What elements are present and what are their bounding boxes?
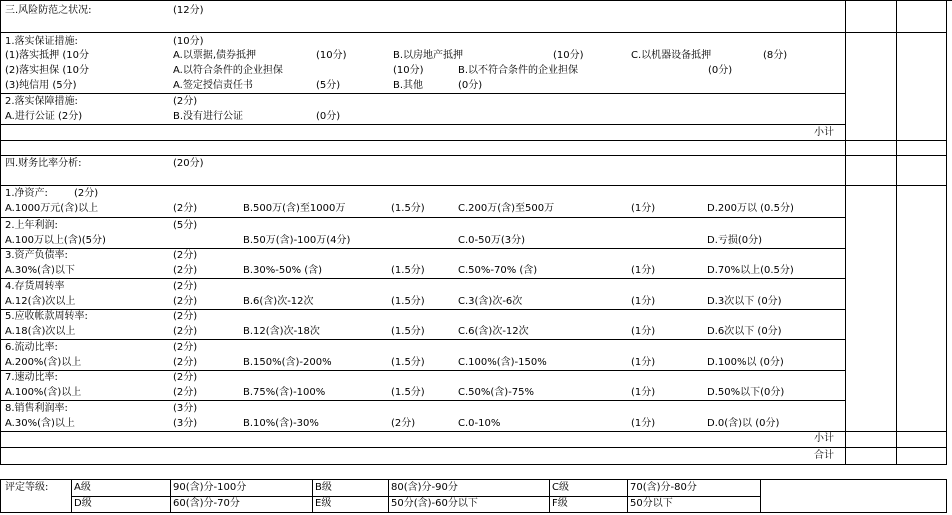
ratio-cell: (1分)	[631, 357, 656, 368]
rule	[170, 479, 171, 513]
cell: B.没有进行公证	[173, 111, 244, 122]
rule	[0, 278, 846, 279]
cell: A.以符合条件的企业担保	[173, 65, 283, 76]
rule	[0, 431, 946, 432]
ratio-cell: (1分)	[631, 326, 656, 337]
cell: (10分)	[553, 50, 584, 61]
rule	[312, 479, 313, 513]
ratio-cell: B.30%-50% (含)	[243, 265, 323, 276]
ratio-cell: D.亏损(0分)	[707, 235, 763, 246]
ratio-cell: (1分)	[631, 418, 656, 429]
ratio-cell: (1.5分)	[391, 326, 425, 337]
rule	[0, 370, 846, 371]
ratio-cell: (2分)	[173, 357, 198, 368]
rule	[0, 124, 846, 125]
rule	[845, 0, 846, 465]
cell: (5分)	[316, 80, 341, 91]
grade-range: 90(含)分-100分	[173, 482, 247, 493]
cell: (2)落实担保 (10分	[5, 65, 89, 76]
rule	[0, 217, 846, 218]
cell: (0分)	[316, 111, 341, 122]
ratio-cell: C.200万(含)至500万	[458, 203, 555, 214]
ratio-cell: (2分)	[391, 418, 416, 429]
rule	[549, 479, 550, 513]
section4-title: 四.财务比率分析:	[5, 158, 82, 169]
total-label: 合计	[814, 450, 834, 461]
ratio-cell: (2分)	[173, 265, 198, 276]
ratio-cell: B.150%(含)-200%	[243, 357, 332, 368]
grade-range: 50分(含)-60分以下	[391, 498, 478, 509]
ratio-cell: A.12(含)次以上	[5, 296, 76, 307]
rule	[760, 479, 761, 513]
ratio-cell: A.100%(含)以上	[5, 387, 82, 398]
ratio-cell: B.12(含)次-18次	[243, 326, 320, 337]
ratio-cell: B.50万(含)-100万(4分)	[243, 235, 351, 246]
ratio-cell: B.10%(含)-30%	[243, 418, 319, 429]
ratio-cell: (1分)	[631, 265, 656, 276]
rule	[0, 248, 846, 249]
cell: A.签定授信责任书	[173, 80, 253, 91]
ratio-cell: D.70%以上(0.5分)	[707, 265, 794, 276]
rule	[0, 140, 946, 141]
ratio-cell: A.30%(含)以上	[5, 418, 75, 429]
ratio-item-title: 3.资产负债率:	[5, 250, 68, 261]
rule	[0, 155, 946, 156]
grade-label: A级	[74, 482, 91, 493]
ratio-item-title: 2.上年利润:	[5, 220, 58, 231]
grade-range: 50分以下	[630, 498, 673, 509]
rule	[0, 479, 1, 513]
ratio-item-title: 8.销售利润率:	[5, 403, 68, 414]
section3-score: (12分)	[173, 5, 204, 16]
ratio-item-title: 6.流动比率:	[5, 342, 58, 353]
ratio-cell: B.6(含)次-12次	[243, 296, 314, 307]
ratio-cell: D.3次以下 (0分)	[707, 296, 782, 307]
grade-label: E级	[315, 498, 332, 509]
ratio-cell: (1分)	[631, 296, 656, 307]
cell: (1)落实抵押 (10分	[5, 50, 89, 61]
ratio-cell: D.100%以 (0分)	[707, 357, 784, 368]
ratio-cell: C.6(含)次-12次	[458, 326, 529, 337]
grade-range: 70(含)分-80分	[630, 482, 697, 493]
cell: (10分)	[316, 50, 347, 61]
rule	[71, 496, 761, 497]
ratio-cell: C.3(含)次-6次	[458, 296, 523, 307]
ratio-cell: (1分)	[631, 387, 656, 398]
notary-title: 2.落实保障措施:	[5, 96, 78, 107]
rule	[896, 0, 897, 465]
grade-range: 60(含)分-70分	[173, 498, 240, 509]
rule	[0, 512, 946, 513]
rule	[0, 32, 946, 33]
ratio-cell: B.500万(含)至1000万	[243, 203, 346, 214]
cell: B.以不符合条件的企业担保	[458, 65, 579, 76]
ratio-cell: (1分)	[631, 203, 656, 214]
ratio-item-score: (3分)	[173, 403, 198, 414]
rule	[946, 479, 947, 513]
ratio-item-score: (2分)	[173, 372, 198, 383]
cell: (0分)	[708, 65, 733, 76]
ratio-cell: A.100万以上(含)(5分)	[5, 235, 106, 246]
cell: B.其他	[393, 80, 424, 91]
rule	[627, 479, 628, 513]
rule	[0, 447, 946, 448]
ratio-cell: C.0-50万(3分)	[458, 235, 526, 246]
ratio-cell: A.18(含)次以上	[5, 326, 76, 337]
ratio-cell: (1.5分)	[391, 357, 425, 368]
ratio-cell: A.30%(含)以下	[5, 265, 75, 276]
rule	[0, 479, 946, 480]
ratio-item-title: 7.速动比率:	[5, 372, 58, 383]
section3-title: 三.风险防范之状况:	[5, 5, 92, 16]
grade-label: C级	[552, 482, 569, 493]
ratio-cell: D.50%以下(0分)	[707, 387, 785, 398]
ratio-cell: (3分)	[173, 418, 198, 429]
ratio-item-title: 5.应收帐款周转率:	[5, 311, 88, 322]
ratio-cell: A.1000万元(含)以上	[5, 203, 99, 214]
grade-range: 80(含)分-90分	[391, 482, 458, 493]
rule	[0, 185, 946, 186]
cell: (0分)	[458, 80, 483, 91]
ratio-cell: A.200%(含)以上	[5, 357, 82, 368]
ratio-cell: (1.5分)	[391, 387, 425, 398]
cell: A.进行公证 (2分)	[5, 111, 83, 122]
ratio-cell: (1.5分)	[391, 203, 425, 214]
ratio-item-score: (2分)	[173, 311, 198, 322]
grade-label: B级	[315, 482, 332, 493]
ratio-cell: D.6次以下 (0分)	[707, 326, 782, 337]
rule	[0, 339, 846, 340]
ratio-item-score: (2分)	[173, 281, 198, 292]
ratio-cell: D.200万以 (0.5分)	[707, 203, 794, 214]
rule	[946, 0, 947, 465]
ratio-item-score: (2分)	[173, 342, 198, 353]
section4-score: (20分)	[173, 158, 204, 169]
ratio-item-title: 1.净资产:	[5, 188, 48, 199]
cell: (10分)	[393, 65, 424, 76]
grade-label: D级	[74, 498, 92, 509]
rule	[0, 464, 946, 465]
ratio-cell: (2分)	[173, 387, 198, 398]
notary-score: (2分)	[173, 96, 198, 107]
ratio-cell: C.50%-70% (含)	[458, 265, 538, 276]
ratio-cell: B.75%(含)-100%	[243, 387, 326, 398]
rule	[71, 479, 72, 513]
ratio-cell: C.100%(含)-150%	[458, 357, 547, 368]
cell: B.以房地产抵押	[393, 50, 464, 61]
rule	[0, 0, 1, 465]
ratio-cell: (1.5分)	[391, 265, 425, 276]
ratio-cell: C.50%(含)-75%	[458, 387, 535, 398]
subtotal-label: 小计	[814, 127, 834, 138]
ratio-cell: C.0-10%	[458, 418, 501, 429]
rule	[0, 0, 952, 1]
ratio-cell: (2分)	[173, 326, 198, 337]
ratio-cell: (2分)	[173, 203, 198, 214]
rule	[0, 93, 846, 94]
ratio-item-score: (2分)	[173, 250, 198, 261]
ratio-cell: D.0(含)以 (0分)	[707, 418, 780, 429]
guarantee-title: 1.落实保证措施:	[5, 36, 78, 47]
ratio-item-title: 4.存货周转率	[5, 281, 65, 292]
rating-label: 评定等级:	[5, 482, 49, 493]
grade-label: F级	[552, 498, 568, 509]
ratio-item-score: (2分)	[74, 188, 99, 199]
subtotal-label: 小计	[814, 433, 834, 444]
ratio-cell: (1.5分)	[391, 296, 425, 307]
cell: (8分)	[763, 50, 788, 61]
rule	[388, 479, 389, 513]
ratio-item-score: (5分)	[173, 220, 198, 231]
cell: C.以机器设备抵押	[631, 50, 712, 61]
guarantee-score: (10分)	[173, 36, 204, 47]
ratio-cell: (2分)	[173, 296, 198, 307]
cell: (3)纯信用 (5分)	[5, 80, 77, 91]
rule	[0, 309, 846, 310]
rule	[0, 400, 846, 401]
cell: A.以票据,债券抵押	[173, 50, 257, 61]
